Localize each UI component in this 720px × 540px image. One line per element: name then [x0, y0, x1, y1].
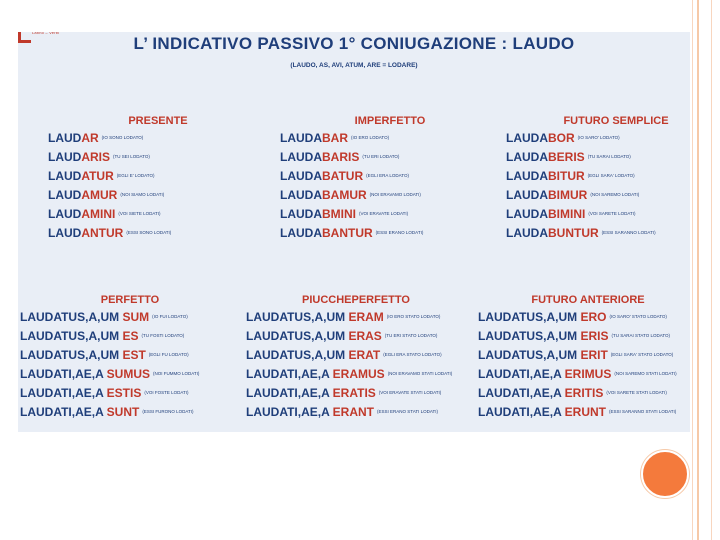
verb-stem: LAUD: [48, 188, 82, 202]
conjugation-row: [246, 383, 466, 402]
verb-ending: ERIS: [580, 329, 609, 343]
section-perfetto: [20, 293, 240, 421]
conjugation-row: [20, 364, 240, 383]
verb-stem: LAUDATI,AE,A: [478, 405, 565, 419]
conjugation-row: [48, 128, 268, 147]
conjugation-row: [48, 147, 268, 166]
conjugation-row: [506, 147, 690, 166]
verb-ending: ERUNT: [564, 405, 607, 419]
conjugation-row: [20, 307, 240, 326]
conjugation-row: [20, 345, 240, 364]
conjugation-row: [280, 147, 500, 166]
translation-gloss: (EGLI E' LODATO): [116, 173, 155, 179]
corner-logo-text: Latino – Verbi: [32, 32, 60, 35]
section-heading: IMPERFETTO: [354, 115, 426, 127]
verb-ending: ARIS: [81, 150, 110, 164]
verb-ending: ERITIS: [564, 386, 604, 400]
conjugation-row: [280, 166, 500, 185]
verb-ending: SUMUS: [106, 367, 151, 381]
verb-ending: AR: [81, 131, 99, 145]
orange-circle-decoration: [641, 450, 689, 498]
verb-stem: LAUDATI,AE,A: [20, 367, 107, 381]
translation-gloss: (IO SARO' STATO LODATO): [609, 314, 667, 320]
verb-stem: LAUDATUS,A,UM: [478, 329, 581, 343]
verb-stem: LAUD: [48, 226, 82, 240]
translation-gloss: (NOI FUMMO LODATI): [153, 371, 200, 377]
page-title: L’ INDICATIVO PASSIVO 1° CONIUGAZIONE : LAUDO: [133, 34, 575, 53]
translation-gloss: (ESSI SONO LODATI): [126, 230, 172, 236]
translation-gloss: (NOI SIAMO LODATI): [120, 192, 165, 198]
verb-ending: BANTUR: [322, 226, 373, 240]
verb-stem: LAUDATUS,A,UM: [478, 348, 581, 362]
verb-stem: LAUDATUS,A,UM: [246, 329, 349, 343]
translation-gloss: (IO SONO LODATO): [101, 135, 144, 141]
conjugation-row: [20, 326, 240, 345]
verb-stem: LAUDA: [506, 188, 548, 202]
translation-gloss: (TU FOSTI LODATO): [141, 333, 185, 339]
verb-stem: LAUDA: [280, 150, 322, 164]
section-heading: PERFETTO: [100, 294, 160, 306]
verb-ending: BOR: [548, 131, 575, 145]
section-heading: PRESENTE: [128, 115, 188, 127]
verb-stem: LAUDATI,AE,A: [246, 386, 333, 400]
verb-stem: LAUDA: [280, 188, 322, 202]
section-piuccheperfetto: [246, 293, 466, 421]
translation-gloss: (ESSI ERANO STATI LODATI): [377, 409, 439, 415]
conjugation-image: [18, 32, 690, 432]
verb-stem: LAUD: [48, 207, 82, 221]
verb-stem: LAUD: [48, 150, 82, 164]
verb-stem: LAUDATI,AE,A: [478, 386, 565, 400]
conjugation-row: [48, 185, 268, 204]
verb-ending: ERO: [580, 310, 607, 324]
verb-ending: BAMUR: [322, 188, 367, 202]
verb-stem: LAUDATUS,A,UM: [246, 310, 349, 324]
translation-gloss: (TU SARAI LODATO): [587, 154, 631, 160]
verb-ending: ERAS: [348, 329, 382, 343]
translation-gloss: (NOI ERAVAMO LODATI): [369, 192, 421, 198]
verb-stem: LAUDA: [280, 169, 322, 183]
conjugation-row: [48, 166, 268, 185]
conjugation-list: [20, 307, 240, 421]
translation-gloss: (NOI SAREMO STATI LODATI): [614, 371, 677, 377]
conjugation-row: [246, 326, 466, 345]
section-heading: PIUCCHEPERFETTO: [302, 294, 410, 306]
verb-ending: AMINI: [81, 207, 116, 221]
translation-gloss: (NOI SAREMO LODATI): [590, 192, 640, 198]
conjugation-row: [246, 402, 466, 421]
conjugation-row: [246, 307, 466, 326]
verb-stem: LAUDATI,AE,A: [246, 367, 333, 381]
slide-border-line: [697, 0, 699, 540]
translation-gloss: (ESSI SARANNO STATI LODATI): [609, 409, 677, 415]
verb-ending: ERAM: [348, 310, 384, 324]
translation-gloss: (VOI SARETE STATI LODATI): [606, 390, 667, 396]
conjugation-row: [478, 307, 690, 326]
verb-ending: ANTUR: [81, 226, 124, 240]
translation-gloss: (VOI ERAVATE STATI LODATI): [378, 390, 442, 396]
verb-ending: ERAT: [348, 348, 381, 362]
page-subtitle: (LAUDO, AS, AVI, ATUM, ARE = LODARE): [290, 62, 418, 69]
section-futuro-anteriore: [478, 293, 690, 421]
verb-stem: LAUDA: [506, 150, 548, 164]
translation-gloss: (VOI FOSTE LODATI): [144, 390, 189, 396]
verb-ending: ESTIS: [106, 386, 142, 400]
verb-stem: LAUDA: [506, 207, 548, 221]
verb-stem: LAUD: [48, 169, 82, 183]
verb-ending: BATUR: [322, 169, 364, 183]
conjugation-row: [478, 326, 690, 345]
verb-stem: LAUDA: [280, 207, 322, 221]
conjugation-row: [20, 383, 240, 402]
verb-stem: LAUDA: [280, 226, 322, 240]
translation-gloss: (IO ERO STATO LODATO): [386, 314, 441, 320]
verb-ending: ERANT: [332, 405, 375, 419]
conjugation-row: [48, 223, 268, 242]
verb-stem: LAUDATI,AE,A: [20, 386, 107, 400]
verb-stem: LAUDA: [506, 226, 548, 240]
conjugation-list: [478, 307, 690, 421]
slide-border-line: [692, 0, 693, 540]
verb-stem: LAUD: [48, 131, 82, 145]
translation-gloss: (EGLI FU LODATO): [148, 352, 189, 358]
verb-stem: LAUDA: [280, 131, 322, 145]
verb-stem: LAUDATUS,A,UM: [246, 348, 349, 362]
translation-gloss: (ESSI FURONO LODATI): [142, 409, 194, 415]
translation-gloss: (IO SARO' LODATO): [577, 135, 620, 141]
verb-stem: LAUDATI,AE,A: [246, 405, 333, 419]
verb-ending: ERIMUS: [564, 367, 612, 381]
verb-ending: EST: [122, 348, 146, 362]
verb-stem: LAUDA: [506, 131, 548, 145]
conjugation-row: [246, 364, 466, 383]
conjugation-row: [20, 402, 240, 421]
verb-ending: BMINI: [322, 207, 356, 221]
section-heading: FUTURO SEMPLICE: [563, 115, 669, 127]
translation-gloss: (NOI ERAVAMO STATI LODATI): [387, 371, 453, 377]
conjugation-row: [280, 185, 500, 204]
conjugation-row: [478, 345, 690, 364]
translation-gloss: (TU SARAI STATO LODATO): [611, 333, 671, 339]
conjugation-list: [48, 128, 268, 242]
conjugation-row: [506, 223, 690, 242]
conjugation-row: [280, 204, 500, 223]
verb-stem: LAUDATI,AE,A: [20, 405, 107, 419]
conjugation-row: [506, 166, 690, 185]
translation-gloss: (ESSI SARANNO LODATI): [601, 230, 656, 236]
conjugation-row: [246, 345, 466, 364]
verb-ending: SUNT: [106, 405, 140, 419]
conjugation-list: [246, 307, 466, 421]
verb-stem: LAUDATI,AE,A: [478, 367, 565, 381]
conjugation-row: [478, 383, 690, 402]
translation-gloss: (EGLI ERA STATO LODATO): [383, 352, 442, 358]
conjugation-row: [48, 204, 268, 223]
conjugation-list: [506, 128, 690, 242]
verb-ending: AMUR: [81, 188, 118, 202]
conjugation-row: [478, 402, 690, 421]
conjugation-row: [506, 204, 690, 223]
verb-ending: BIMUR: [548, 188, 588, 202]
translation-gloss: (EGLI ERA LODATO): [366, 173, 409, 179]
conjugation-row: [280, 223, 500, 242]
conjugation-row: [506, 185, 690, 204]
translation-gloss: (TU ERI STATO LODATO): [384, 333, 438, 339]
verb-ending: BIMINI: [548, 207, 586, 221]
translation-gloss: (VOI SIETE LODATI): [118, 211, 161, 217]
translation-gloss: (VOI ERAVATE LODATI): [359, 211, 409, 217]
verb-ending: ERATIS: [332, 386, 376, 400]
conjugation-row: [506, 128, 690, 147]
section-presente: [48, 114, 268, 242]
section-heading: FUTURO ANTERIORE: [531, 294, 645, 306]
slide-border-line: [711, 0, 712, 540]
verb-stem: LAUDATUS,A,UM: [20, 348, 123, 362]
translation-gloss: (VOI SARETE LODATI): [588, 211, 636, 217]
verb-ending: ES: [122, 329, 139, 343]
verb-ending: BITUR: [548, 169, 585, 183]
section-imperfetto: [280, 114, 500, 242]
verb-stem: LAUDATUS,A,UM: [478, 310, 581, 324]
section-futuro-semplice: [506, 114, 690, 242]
verb-stem: LAUDATUS,A,UM: [20, 329, 123, 343]
verb-ending: BUNTUR: [548, 226, 599, 240]
verb-ending: BARIS: [322, 150, 360, 164]
conjugation-row: [478, 364, 690, 383]
verb-ending: SUM: [122, 310, 150, 324]
translation-gloss: (ESSI ERANO LODATI): [375, 230, 424, 236]
verb-ending: ATUR: [81, 169, 114, 183]
verb-ending: ERAMUS: [332, 367, 385, 381]
translation-gloss: (TU SEI LODATO): [113, 154, 150, 160]
conjugation-row: [280, 128, 500, 147]
verb-ending: ERIT: [580, 348, 608, 362]
verb-stem: LAUDATUS,A,UM: [20, 310, 123, 324]
verb-ending: BERIS: [548, 150, 585, 164]
translation-gloss: (IO ERO LODATO): [351, 135, 390, 141]
translation-gloss: (EGLI SARA' STATO LODATO): [610, 352, 674, 358]
verb-stem: LAUDA: [506, 169, 548, 183]
conjugation-list: [280, 128, 500, 242]
translation-gloss: (TU ERI LODATO): [362, 154, 400, 160]
translation-gloss: (EGLI SARA' LODATO): [587, 173, 635, 179]
verb-ending: BAR: [322, 131, 348, 145]
translation-gloss: (IO FUI LODATO): [152, 314, 188, 320]
